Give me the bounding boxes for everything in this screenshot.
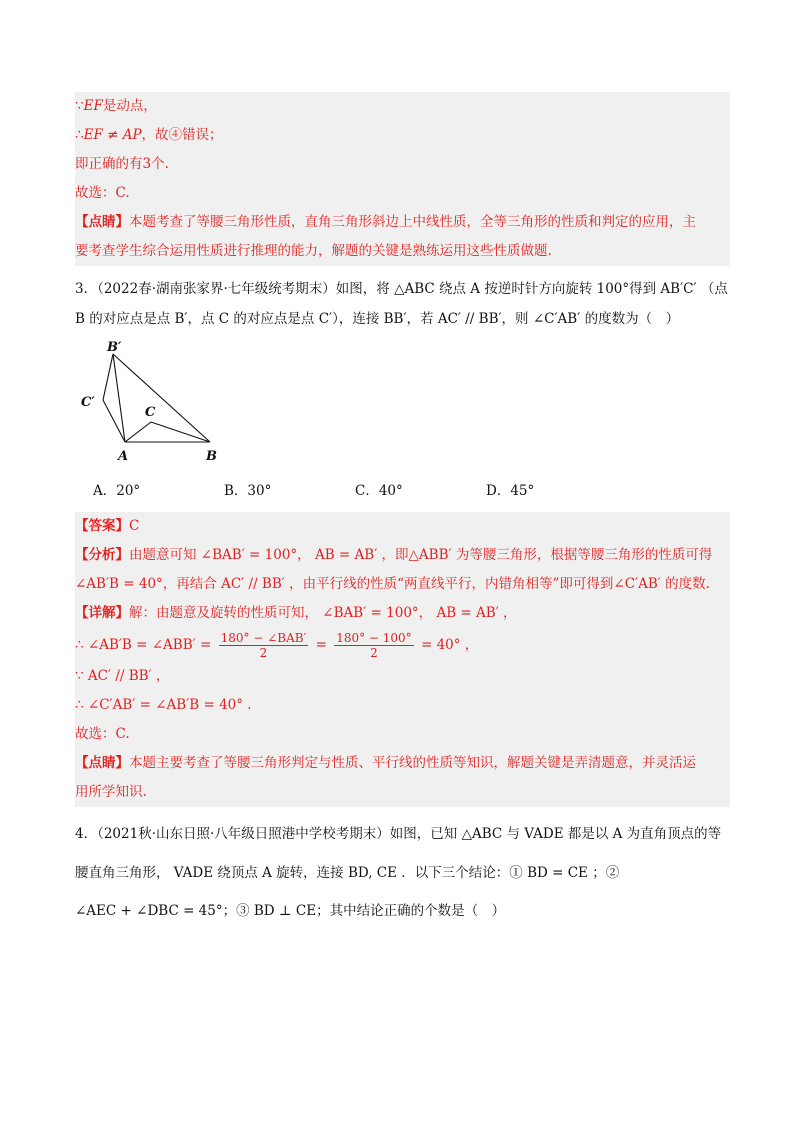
fraction-2: $\frac{180^\circ - 100^\circ}{2}$ [336, 631, 412, 660]
segment-bp-b [113, 354, 210, 442]
q3-dianjing-line-1: 【点睛】本题主要考查了等腰三角形判定与性质、平行线的性质等知识，解题关键是弄清题意，并灵活运 [75, 755, 696, 771]
q3-dianjing-line-2: 用所学知识. [75, 784, 147, 800]
question-4 [75, 815, 730, 929]
q3-xiangjie-line-1: 【详解】解：由题意及旋转的性质可知， ∠BAB′ = 100°， AB = AB′ ， [75, 605, 517, 621]
q3-therefore-line: ∴ ∠C′AB′ = ∠AB′B = 40° . [75, 697, 252, 713]
q3-calculation-line: ∴ ∠AB′B = ∠ABB′ = $\frac{\text{180° − ∠BAB′}}{2}$ = $\frac{180^\circ - 100^\circ}{2}$ = 40° ， [75, 631, 479, 660]
prev-dianjing-line-1: 【点睛】本题考查了等腰三角形性质，直角三角形斜边上中线性质，全等三角形的性质和判定的应用，主 [75, 214, 696, 230]
q3-solution-block [75, 512, 730, 807]
choice-b: B．30° [224, 483, 272, 499]
document-page [75, 92, 730, 929]
q3-answer-line: 【答案】C [75, 518, 140, 534]
segment-bp-cp [103, 354, 113, 400]
choice-c: C．40° [355, 483, 403, 499]
q3-because-line: ∵ AC′ // BB′ ， [75, 668, 170, 684]
triangle-diagram [75, 340, 275, 470]
q3-stem-line-1: 3．（2022春·湖南张家界·七年级统考期末）如图，将 △ABC 绕点 A 按逆时针方向旋转 100°得到 AB′C′ （点 [75, 281, 728, 297]
choice-a: A．20° [93, 483, 141, 499]
label-c-prime: C′ [81, 395, 95, 410]
q3-stem-line-2: B 的对应点是点 B′，点 C 的对应点是点 C′），连接 BB′，若 AC′ // BB′，则 ∠C′AB′ 的度数为（ ） [75, 311, 680, 327]
prev-line-2: ∴EF ≠ AP，故④错误； [75, 127, 223, 143]
prev-dianjing-line-2: 要考查学生综合运用性质进行推理的能力，解题的关键是熟练运用这些性质做题. [75, 243, 552, 259]
prev-line-3: 即正确的有3个. [75, 156, 169, 172]
q3-xuan-line: 故选：C. [75, 726, 130, 742]
dianjing-tag: 【点睛】 [75, 214, 129, 230]
q3-answer: C [129, 518, 140, 534]
fraction-1: $\frac{\text{180° − ∠BAB′}}{2}$ [220, 631, 307, 660]
segment-c-b [151, 422, 210, 442]
segment-bp-a [113, 354, 125, 442]
label-b-prime: B′ [107, 340, 122, 355]
label-b: B [206, 449, 217, 464]
label-a: A [118, 449, 129, 464]
choice-d: D．45° [486, 483, 535, 499]
q3-choices [75, 476, 730, 506]
q4-stem-line-2: 腰直角三角形， VADE 绕顶点 A 旋转，连接 BD, CE ．以下三个结论：① BD = CE ；② [75, 865, 620, 881]
q3-fenxi-line-2: ∠AB′B = 40°，再结合 AC′ // BB′ ，由平行线的性质“两直线平行，内错角相等”即可得到∠C′AB′ 的度数. [75, 576, 710, 592]
segment-a-c [125, 422, 151, 442]
prev-line-4: 故选：C. [75, 185, 130, 201]
previous-solution-block [75, 92, 730, 266]
label-c: C [145, 405, 156, 420]
q4-stem-line-3: ∠AEC + ∠DBC = 45°；③ BD ⊥ CE；其中结论正确的个数是（ ） [75, 903, 506, 919]
q3-figure [75, 340, 730, 470]
q4-stem-line-1: 4．（2021秋·山东日照·八年级日照港中学校考期末）如图，已知 △ABC 与 VADE 都是以 A 为直角顶点的等 [75, 826, 722, 842]
question-3 [75, 274, 730, 807]
prev-line-1: ∵EF是动点， [75, 98, 157, 114]
q3-fenxi-line-1: 【分析】由题意可知 ∠BAB′ = 100°， AB = AB′ ，即△ABB′ 为等腰三角形，根据等腰三角形的性质可得 [75, 547, 713, 563]
